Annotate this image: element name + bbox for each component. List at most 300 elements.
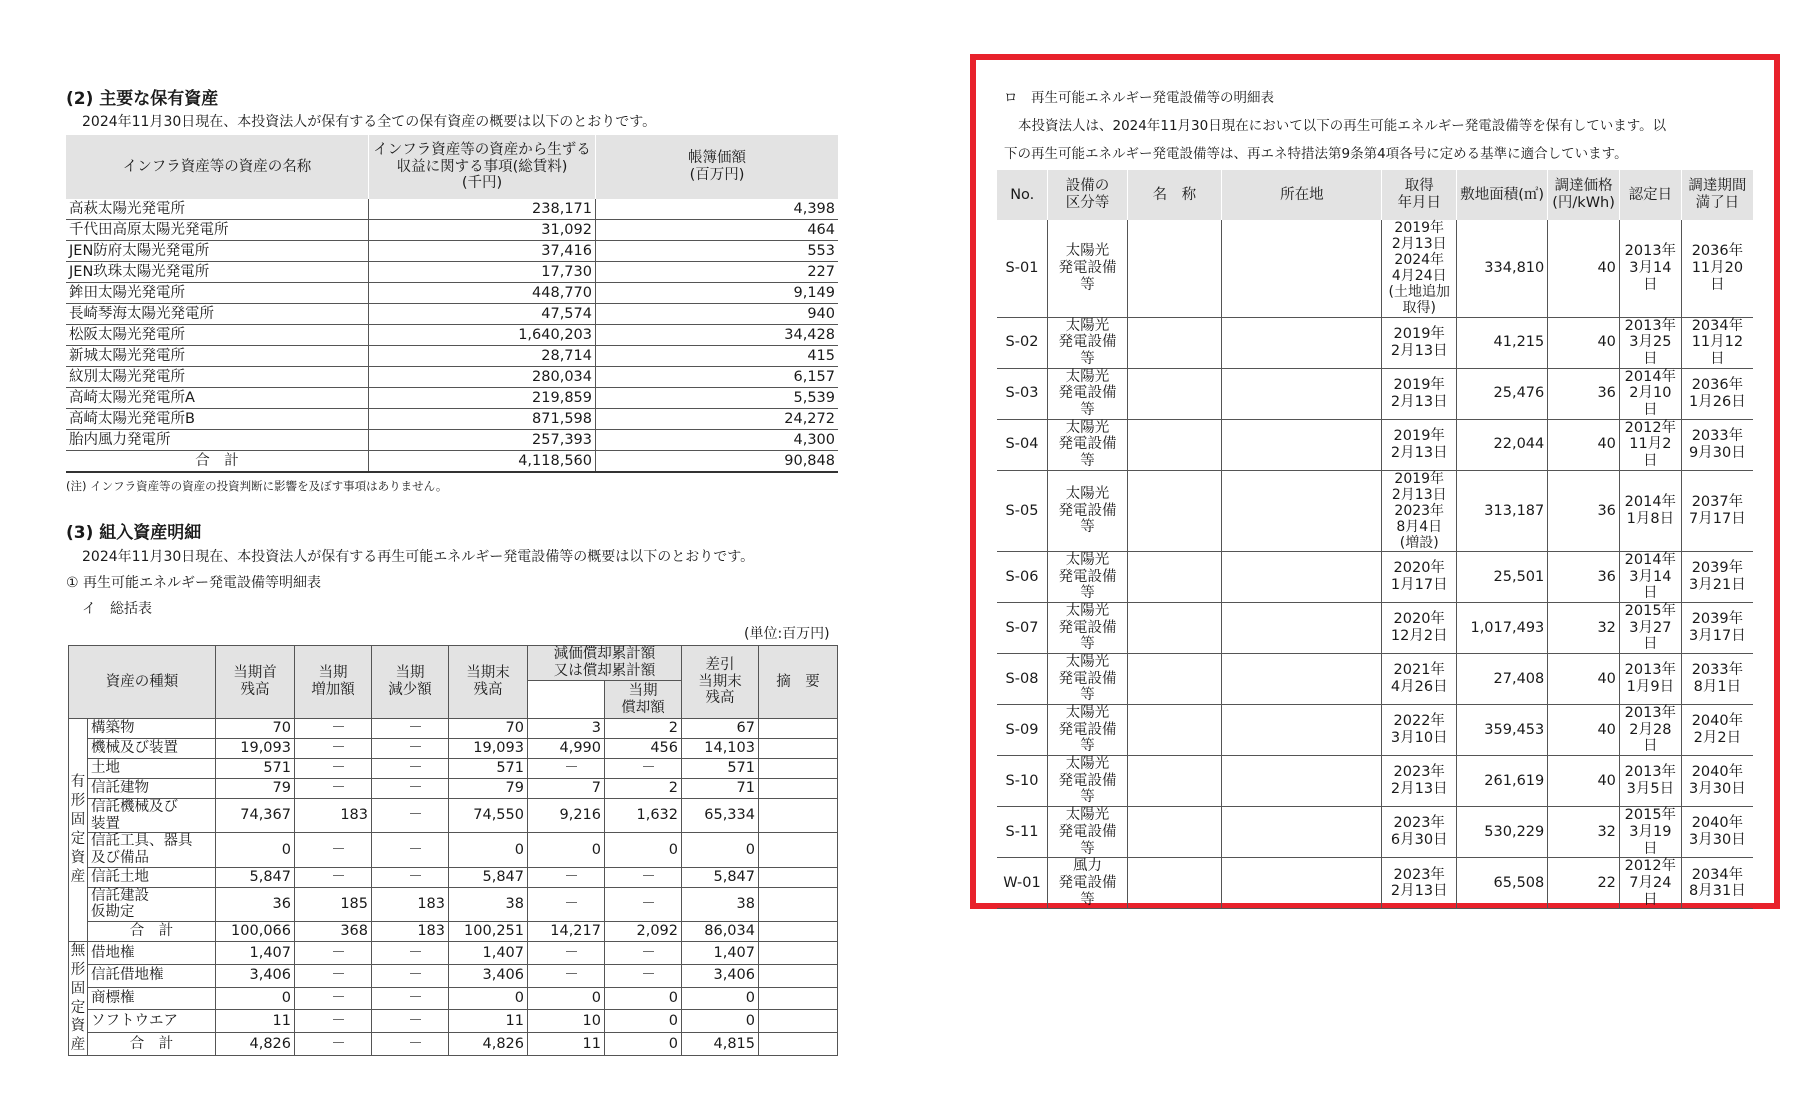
- cell-expiry: 2036年 11月20日: [1681, 220, 1753, 317]
- summary-value: 0: [605, 987, 682, 1010]
- equipment-row: [997, 368, 1754, 419]
- asset-row: [66, 199, 838, 220]
- col-inc: 当期 増加額: [295, 646, 372, 719]
- summary-value: 70: [449, 719, 528, 739]
- summary-kind: 信託建物: [88, 779, 216, 799]
- cell-cert-date: 2013年 3月25日: [1619, 317, 1681, 368]
- cell-location: [1222, 858, 1382, 909]
- section2-text: 2024年11月30日現在、本投資法人が保有する全ての保有資産の概要は以下のとおりです。: [82, 114, 657, 130]
- group-tangible: 有 形 固 定 資 産: [69, 719, 88, 942]
- summary-row: [69, 964, 838, 987]
- summary-value: 456: [605, 739, 682, 759]
- assets-table-header: [66, 135, 838, 199]
- summary-row: [69, 759, 838, 779]
- cell-no: S-05: [997, 470, 1048, 551]
- cell-category: 太陽光 発電設備等: [1048, 603, 1127, 654]
- asset-book-value: 9,149: [596, 283, 839, 304]
- cell-acq-date: 2019年 2月13日: [1382, 419, 1457, 470]
- cell-expiry: 2033年 8月1日: [1681, 654, 1753, 705]
- equipment-row: [997, 552, 1754, 603]
- cell-no: W-01: [997, 858, 1048, 909]
- cell-expiry: 2037年 7月17日: [1681, 470, 1753, 551]
- summary-value: 0: [605, 833, 682, 867]
- summary-value: －: [295, 779, 372, 799]
- asset-book-value: 6,157: [596, 367, 839, 388]
- asset-name: 松阪太陽光発電所: [66, 325, 369, 346]
- summary-value: 100,251: [449, 922, 528, 942]
- cell-price: 36: [1548, 552, 1620, 603]
- asset-name: JEN防府太陽光発電所: [66, 241, 369, 262]
- asset-revenue: 17,730: [369, 262, 596, 283]
- summary-value: －: [605, 867, 682, 887]
- cell-category: 太陽光 発電設備等: [1048, 756, 1127, 807]
- cell-no: S-09: [997, 705, 1048, 756]
- total-label: 合 計: [66, 451, 369, 473]
- summary-value: 5,847: [682, 867, 759, 887]
- cell-cert-date: 2014年 2月10日: [1619, 368, 1681, 419]
- table-note: (注) インフラ資産等の資産の投資判断に影響を及ぼす事項はありません。: [66, 479, 448, 493]
- cell-location: [1222, 654, 1382, 705]
- summary-value: －: [528, 759, 605, 779]
- summary-value: －: [528, 964, 605, 987]
- summary-value: －: [295, 987, 372, 1010]
- cell-acq-date: 2020年 1月17日: [1382, 552, 1457, 603]
- asset-revenue: 1,640,203: [369, 325, 596, 346]
- summary-value: 0: [449, 987, 528, 1010]
- summary-row: [69, 1033, 838, 1056]
- cell-name: [1127, 470, 1222, 551]
- asset-revenue: 448,770: [369, 283, 596, 304]
- summary-row: [69, 739, 838, 759]
- cell-expiry: 2036年 1月26日: [1681, 368, 1753, 419]
- cell-category: 太陽光 発電設備等: [1048, 552, 1127, 603]
- summary-value: 183: [295, 799, 372, 833]
- summary-memo: [759, 922, 838, 942]
- summary-value: 11: [216, 1010, 295, 1033]
- cell-expiry: 2039年 3月21日: [1681, 552, 1753, 603]
- summary-kind: 構築物: [88, 719, 216, 739]
- cell-category: 太陽光 発電設備等: [1048, 220, 1127, 317]
- summary-value: －: [295, 833, 372, 867]
- summary-value: 7: [528, 779, 605, 799]
- summary-value: 19,093: [216, 739, 295, 759]
- cell-category: 太陽光 発電設備等: [1048, 368, 1127, 419]
- cell-expiry: 2039年 3月17日: [1681, 603, 1753, 654]
- asset-book-value: 464: [596, 220, 839, 241]
- cell-area: 261,619: [1457, 756, 1548, 807]
- section3-text: 2024年11月30日現在、本投資法人が保有する再生可能エネルギー発電設備等の概要は以下のとおりです。: [82, 549, 755, 565]
- col-name: 名 称: [1127, 170, 1222, 220]
- cell-category: 太陽光 発電設備等: [1048, 317, 1127, 368]
- asset-name: 千代田高原太陽光発電所: [66, 220, 369, 241]
- assets-table-body: [66, 199, 838, 472]
- summary-value: －: [372, 779, 449, 799]
- col-revenue: インフラ資産等の資産から生ずる 収益に関する事項(総賃料) (千円): [369, 135, 596, 199]
- summary-value: －: [605, 964, 682, 987]
- equipment-row: [997, 220, 1754, 317]
- asset-row: [66, 325, 838, 346]
- summary-value: 4,815: [682, 1033, 759, 1056]
- asset-name: 長崎琴海太陽光発電所: [66, 304, 369, 325]
- equipment-row: [997, 705, 1754, 756]
- asset-revenue: 28,714: [369, 346, 596, 367]
- summary-value: 70: [216, 719, 295, 739]
- cell-location: [1222, 705, 1382, 756]
- col-area: 敷地面積(㎡): [1457, 170, 1548, 220]
- summary-memo: [759, 759, 838, 779]
- summary-memo: [759, 1033, 838, 1056]
- summary-value: 1,407: [682, 942, 759, 965]
- summary-value: 5,847: [216, 867, 295, 887]
- summary-memo: [759, 987, 838, 1010]
- cell-cert-date: 2015年 3月19日: [1619, 807, 1681, 858]
- cell-price: 40: [1548, 705, 1620, 756]
- summary-value: －: [295, 942, 372, 965]
- summary-value: 79: [449, 779, 528, 799]
- cell-name: [1127, 705, 1222, 756]
- cell-price: 40: [1548, 654, 1620, 705]
- cell-area: 65,508: [1457, 858, 1548, 909]
- cell-price: 36: [1548, 368, 1620, 419]
- summary-row: [69, 799, 838, 833]
- cell-cert-date: 2014年 3月14日: [1619, 552, 1681, 603]
- summary-value: 38: [682, 887, 759, 921]
- cell-name: [1127, 603, 1222, 654]
- col-asset-name: インフラ資産等の資産の名称: [66, 135, 369, 199]
- summary-value: －: [605, 942, 682, 965]
- asset-revenue: 37,416: [369, 241, 596, 262]
- summary-value: 3,406: [449, 964, 528, 987]
- asset-name: 高崎太陽光発電所A: [66, 388, 369, 409]
- asset-revenue: 871,598: [369, 409, 596, 430]
- asset-row: [66, 367, 838, 388]
- summary-value: －: [372, 799, 449, 833]
- equipment-row: [997, 317, 1754, 368]
- summary-value: －: [605, 759, 682, 779]
- summary-value: 67: [682, 719, 759, 739]
- summary-value: 3,406: [682, 964, 759, 987]
- cell-category: 太陽光 発電設備等: [1048, 470, 1127, 551]
- summary-row: [69, 779, 838, 799]
- summary-value: 368: [295, 922, 372, 942]
- summary-row: [69, 942, 838, 965]
- asset-name: 高崎太陽光発電所B: [66, 409, 369, 430]
- asset-revenue: 238,171: [369, 199, 596, 220]
- asset-revenue: 219,859: [369, 388, 596, 409]
- summary-value: 11: [449, 1010, 528, 1033]
- asset-row: [66, 241, 838, 262]
- asset-book-value: 553: [596, 241, 839, 262]
- section3-sub2: イ 総括表: [82, 601, 152, 617]
- summary-value: 0: [216, 987, 295, 1010]
- cell-area: 334,810: [1457, 220, 1548, 317]
- equipment-row: [997, 654, 1754, 705]
- summary-value: 2: [605, 779, 682, 799]
- cell-cert-date: 2012年 7月24日: [1619, 858, 1681, 909]
- section2-title: (2) 主要な保有資産: [66, 89, 219, 109]
- summary-value: 0: [605, 1010, 682, 1033]
- summary-kind: 信託土地: [88, 867, 216, 887]
- asset-book-value: 415: [596, 346, 839, 367]
- cell-area: 313,187: [1457, 470, 1548, 551]
- cell-cert-date: 2015年 3月27日: [1619, 603, 1681, 654]
- cell-price: 40: [1548, 220, 1620, 317]
- asset-book-value: 24,272: [596, 409, 839, 430]
- total-revenue: 4,118,560: [369, 451, 596, 473]
- summary-kind: 商標権: [88, 987, 216, 1010]
- equipment-row: [997, 470, 1754, 551]
- cell-name: [1127, 807, 1222, 858]
- cell-no: S-02: [997, 317, 1048, 368]
- summary-value: 5,847: [449, 867, 528, 887]
- asset-revenue: 257,393: [369, 430, 596, 451]
- asset-revenue: 280,034: [369, 367, 596, 388]
- summary-memo: [759, 833, 838, 867]
- col-kind: 資産の種類: [69, 646, 216, 719]
- cell-name: [1127, 756, 1222, 807]
- equipment-table: [996, 170, 1753, 909]
- cell-category: 太陽光 発電設備等: [1048, 807, 1127, 858]
- summary-value: －: [372, 759, 449, 779]
- summary-value: 10: [528, 1010, 605, 1033]
- asset-book-value: 4,300: [596, 430, 839, 451]
- summary-table-body: [69, 719, 838, 1056]
- cell-location: [1222, 470, 1382, 551]
- summary-value: 19,093: [449, 739, 528, 759]
- summary-kind: 信託借地権: [88, 964, 216, 987]
- cell-area: 530,229: [1457, 807, 1548, 858]
- unit-label: (単位:百万円): [744, 626, 830, 642]
- asset-name: 鉾田太陽光発電所: [66, 283, 369, 304]
- summary-kind: 借地権: [88, 942, 216, 965]
- summary-memo: [759, 887, 838, 921]
- col-close: 当期末 残高: [449, 646, 528, 719]
- col-memo: 摘 要: [759, 646, 838, 719]
- summary-value: 86,034: [682, 922, 759, 942]
- cell-no: S-08: [997, 654, 1048, 705]
- col-expiry: 調達期間 満了日: [1681, 170, 1753, 220]
- summary-row: [69, 1010, 838, 1033]
- summary-kind: 機械及び装置: [88, 739, 216, 759]
- summary-value: －: [528, 942, 605, 965]
- asset-row: [66, 346, 838, 367]
- cell-area: 22,044: [1457, 419, 1548, 470]
- cell-acq-date: 2019年 2月13日 2024年 4月24日 (土地追加取得): [1382, 220, 1457, 317]
- asset-name: 高萩太陽光発電所: [66, 199, 369, 220]
- section3-sub1: ① 再生可能エネルギー発電設備等明細表: [66, 575, 321, 591]
- cell-price: 40: [1548, 756, 1620, 807]
- summary-value: －: [372, 739, 449, 759]
- summary-kind: 土地: [88, 759, 216, 779]
- cell-name: [1127, 419, 1222, 470]
- cell-expiry: 2040年 3月30日: [1681, 807, 1753, 858]
- summary-value: －: [295, 867, 372, 887]
- cell-price: 32: [1548, 807, 1620, 858]
- cell-name: [1127, 368, 1222, 419]
- summary-value: 0: [449, 833, 528, 867]
- cell-expiry: 2040年 2月2日: [1681, 705, 1753, 756]
- asset-row: [66, 304, 838, 325]
- asset-revenue: 31,092: [369, 220, 596, 241]
- summary-memo: [759, 942, 838, 965]
- asset-name: 胎内風力発電所: [66, 430, 369, 451]
- cell-expiry: 2040年 3月30日: [1681, 756, 1753, 807]
- cell-acq-date: 2019年 2月13日 2023年 8月4日 (増設): [1382, 470, 1457, 551]
- summary-value: －: [295, 1010, 372, 1033]
- asset-name: 紋別太陽光発電所: [66, 367, 369, 388]
- equipment-row: [997, 419, 1754, 470]
- cell-expiry: 2034年 8月31日: [1681, 858, 1753, 909]
- cell-price: 32: [1548, 603, 1620, 654]
- cell-acq-date: 2021年 4月26日: [1382, 654, 1457, 705]
- asset-row: [66, 220, 838, 241]
- asset-name: JEN玖珠太陽光発電所: [66, 262, 369, 283]
- cell-name: [1127, 858, 1222, 909]
- summary-value: 0: [216, 833, 295, 867]
- cell-no: S-11: [997, 807, 1048, 858]
- summary-value: 0: [528, 987, 605, 1010]
- cell-location: [1222, 552, 1382, 603]
- cell-name: [1127, 220, 1222, 317]
- cell-acq-date: 2022年 3月10日: [1382, 705, 1457, 756]
- summary-value: 74,367: [216, 799, 295, 833]
- col-net: 差引 当期末 残高: [682, 646, 759, 719]
- cell-area: 25,476: [1457, 368, 1548, 419]
- cell-area: 27,408: [1457, 654, 1548, 705]
- summary-value: 100,066: [216, 922, 295, 942]
- equipment-row: [997, 807, 1754, 858]
- summary-value: －: [372, 987, 449, 1010]
- cell-no: S-07: [997, 603, 1048, 654]
- summary-value: 65,334: [682, 799, 759, 833]
- asset-book-value: 34,428: [596, 325, 839, 346]
- summary-kind: 合 計: [88, 1033, 216, 1056]
- cell-no: S-03: [997, 368, 1048, 419]
- summary-value: 38: [449, 887, 528, 921]
- cell-area: 25,501: [1457, 552, 1548, 603]
- summary-memo: [759, 964, 838, 987]
- right-text2: 下の再生可能エネルギー発電設備等は、再エネ特措法第9条第4項各号に定める基準に適合しています。: [1004, 146, 1628, 162]
- asset-row: [66, 262, 838, 283]
- cell-location: [1222, 419, 1382, 470]
- summary-value: －: [295, 719, 372, 739]
- summary-value: 79: [216, 779, 295, 799]
- cell-location: [1222, 368, 1382, 419]
- cell-expiry: 2033年 9月30日: [1681, 419, 1753, 470]
- summary-value: －: [528, 887, 605, 921]
- cell-category: 太陽光 発電設備等: [1048, 654, 1127, 705]
- summary-value: －: [372, 1033, 449, 1056]
- col-book-value: 帳簿価額 (百万円): [596, 135, 839, 199]
- summary-value: －: [372, 964, 449, 987]
- cell-category: 太陽光 発電設備等: [1048, 419, 1127, 470]
- cell-name: [1127, 654, 1222, 705]
- cell-acq-date: 2023年 2月13日: [1382, 858, 1457, 909]
- cell-category: 太陽光 発電設備等: [1048, 705, 1127, 756]
- asset-name: 新城太陽光発電所: [66, 346, 369, 367]
- cell-acq-date: 2019年 2月13日: [1382, 317, 1457, 368]
- summary-value: －: [295, 739, 372, 759]
- asset-book-value: 940: [596, 304, 839, 325]
- cell-no: S-10: [997, 756, 1048, 807]
- asset-row: [66, 430, 838, 451]
- summary-value: 0: [682, 1010, 759, 1033]
- summary-value: 0: [682, 987, 759, 1010]
- cell-area: 1,017,493: [1457, 603, 1548, 654]
- summary-value: 4,990: [528, 739, 605, 759]
- summary-memo: [759, 719, 838, 739]
- cell-price: 40: [1548, 317, 1620, 368]
- summary-value: －: [295, 964, 372, 987]
- summary-value: －: [372, 719, 449, 739]
- cell-no: S-06: [997, 552, 1048, 603]
- summary-memo: [759, 799, 838, 833]
- summary-value: 74,550: [449, 799, 528, 833]
- summary-value: －: [295, 1033, 372, 1056]
- summary-memo: [759, 867, 838, 887]
- cell-cert-date: 2014年 1月8日: [1619, 470, 1681, 551]
- summary-value: －: [372, 833, 449, 867]
- summary-value: 0: [528, 833, 605, 867]
- summary-value: －: [605, 887, 682, 921]
- summary-value: －: [372, 1010, 449, 1033]
- asset-row: [66, 388, 838, 409]
- summary-value: 183: [372, 887, 449, 921]
- summary-value: 185: [295, 887, 372, 921]
- summary-value: 571: [682, 759, 759, 779]
- group-intangible: 無 形 固 定 資 産: [69, 942, 88, 1056]
- cell-expiry: 2034年 11月12日: [1681, 317, 1753, 368]
- summary-row: [69, 719, 838, 739]
- summary-value: 1,632: [605, 799, 682, 833]
- summary-value: 3,406: [216, 964, 295, 987]
- summary-value: 14,217: [528, 922, 605, 942]
- asset-revenue: 47,574: [369, 304, 596, 325]
- summary-value: 571: [216, 759, 295, 779]
- equipment-row: [997, 756, 1754, 807]
- summary-value: 9,216: [528, 799, 605, 833]
- summary-row: [69, 867, 838, 887]
- col-acq-date: 取得 年月日: [1382, 170, 1457, 220]
- summary-kind: ソフトウエア: [88, 1010, 216, 1033]
- equipment-table-body: [997, 220, 1754, 909]
- summary-row: [69, 833, 838, 867]
- right-title: ロ 再生可能エネルギー発電設備等の明細表: [1004, 90, 1274, 106]
- summary-value: 4,826: [216, 1033, 295, 1056]
- right-text1: 本投資法人は、2024年11月30日現在において以下の再生可能エネルギー発電設備等を保有しています。以: [1018, 118, 1667, 134]
- summary-value: 183: [372, 922, 449, 942]
- cell-category: 風力 発電設備等: [1048, 858, 1127, 909]
- summary-kind: 信託建設 仮勘定: [88, 887, 216, 921]
- summary-row: [69, 922, 838, 942]
- col-no: No.: [997, 170, 1048, 220]
- assets-total-row: [66, 451, 838, 473]
- cell-location: [1222, 807, 1382, 858]
- cell-cert-date: 2013年 1月9日: [1619, 654, 1681, 705]
- summary-value: 71: [682, 779, 759, 799]
- equipment-table-header: [997, 170, 1754, 220]
- col-location: 所在地: [1222, 170, 1382, 220]
- col-dep-group: 減価償却累計額 又は償却累計額: [528, 646, 682, 681]
- cell-cert-date: 2013年 2月28日: [1619, 705, 1681, 756]
- cell-name: [1127, 317, 1222, 368]
- summary-value: －: [295, 759, 372, 779]
- cell-cert-date: 2012年 11月2日: [1619, 419, 1681, 470]
- summary-row: [69, 987, 838, 1010]
- section3-title: (3) 組入資産明細: [66, 523, 202, 543]
- assets-table: [66, 135, 838, 473]
- cell-name: [1127, 552, 1222, 603]
